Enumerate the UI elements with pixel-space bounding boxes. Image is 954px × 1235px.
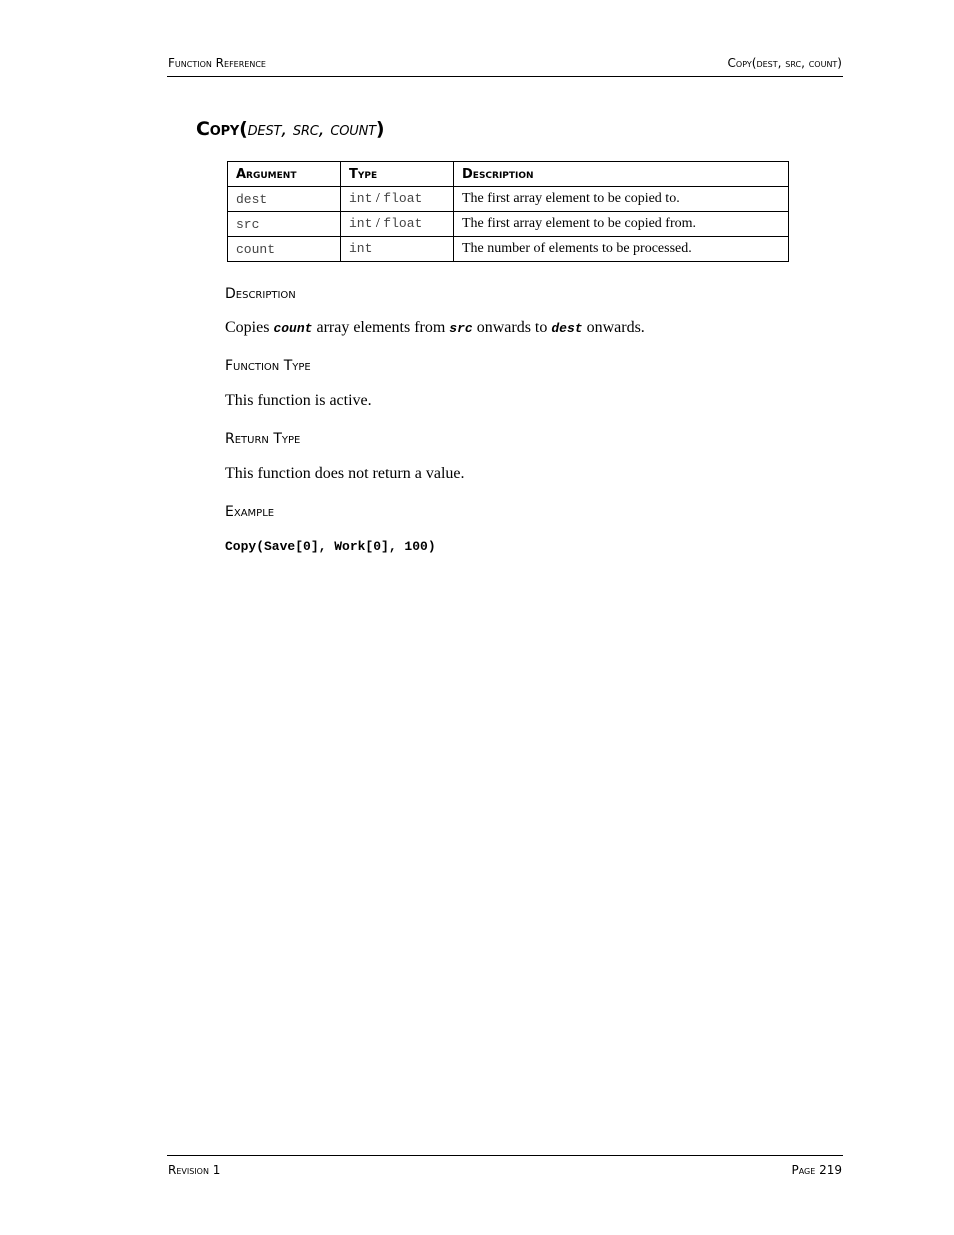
type-secondary: float [383,191,423,206]
type-cell [341,187,454,212]
description-cell: The first array element to be copied from. [454,212,789,237]
header-function-title: Copy(dest, src, count) [727,56,842,70]
column-header-type: Type [341,162,454,187]
description-text-part: onwards to [472,319,552,336]
column-header-description: Description [454,162,789,187]
function-title-name: Copy( [196,118,248,140]
function-title-close: ) [375,118,385,140]
table-row [228,212,789,237]
description-cell: The number of elements to be processed. [454,237,789,262]
arguments-table [227,161,789,262]
argument-cell: src [228,212,341,237]
page-footer [167,1155,843,1180]
revision-label: Revision 1 [168,1163,221,1177]
description-text-part: array elements from [312,319,450,336]
type-separator: / [375,191,380,206]
description-text [225,319,645,337]
type-secondary: float [383,216,423,231]
description-cell: The first array element to be copied to. [454,187,789,212]
type-primary: int [349,191,373,206]
code-src: src [449,321,473,336]
function-title-args: dest, src, count [247,118,376,140]
example-code: Copy(Save[0], Work[0], 100) [225,539,436,554]
code-count: count [273,321,313,336]
description-text-part: onwards. [582,319,645,336]
argument-cell: dest [228,187,341,212]
table-row [228,187,789,212]
type-cell [341,212,454,237]
column-header-argument: Argument [228,162,341,187]
return-type-text: This function does not return a value. [225,465,465,482]
table-header-row [228,162,789,187]
function-type-text: This function is active. [225,392,372,409]
type-cell [341,237,454,262]
example-heading: Example [225,504,275,520]
return-type-heading: Return Type [225,431,301,447]
type-primary: int [349,216,373,231]
header-section-title: Function Reference [168,56,266,70]
code-dest: dest [551,321,583,336]
type-primary: int [349,241,373,256]
type-separator: / [375,216,380,231]
page-number: Page 219 [791,1163,842,1177]
argument-cell: count [228,237,341,262]
description-heading: Description [225,286,296,302]
function-title [196,118,384,140]
table-row [228,237,789,262]
function-type-heading: Function Type [225,358,311,374]
description-text-part: Copies [225,319,274,336]
page-header [167,56,843,77]
